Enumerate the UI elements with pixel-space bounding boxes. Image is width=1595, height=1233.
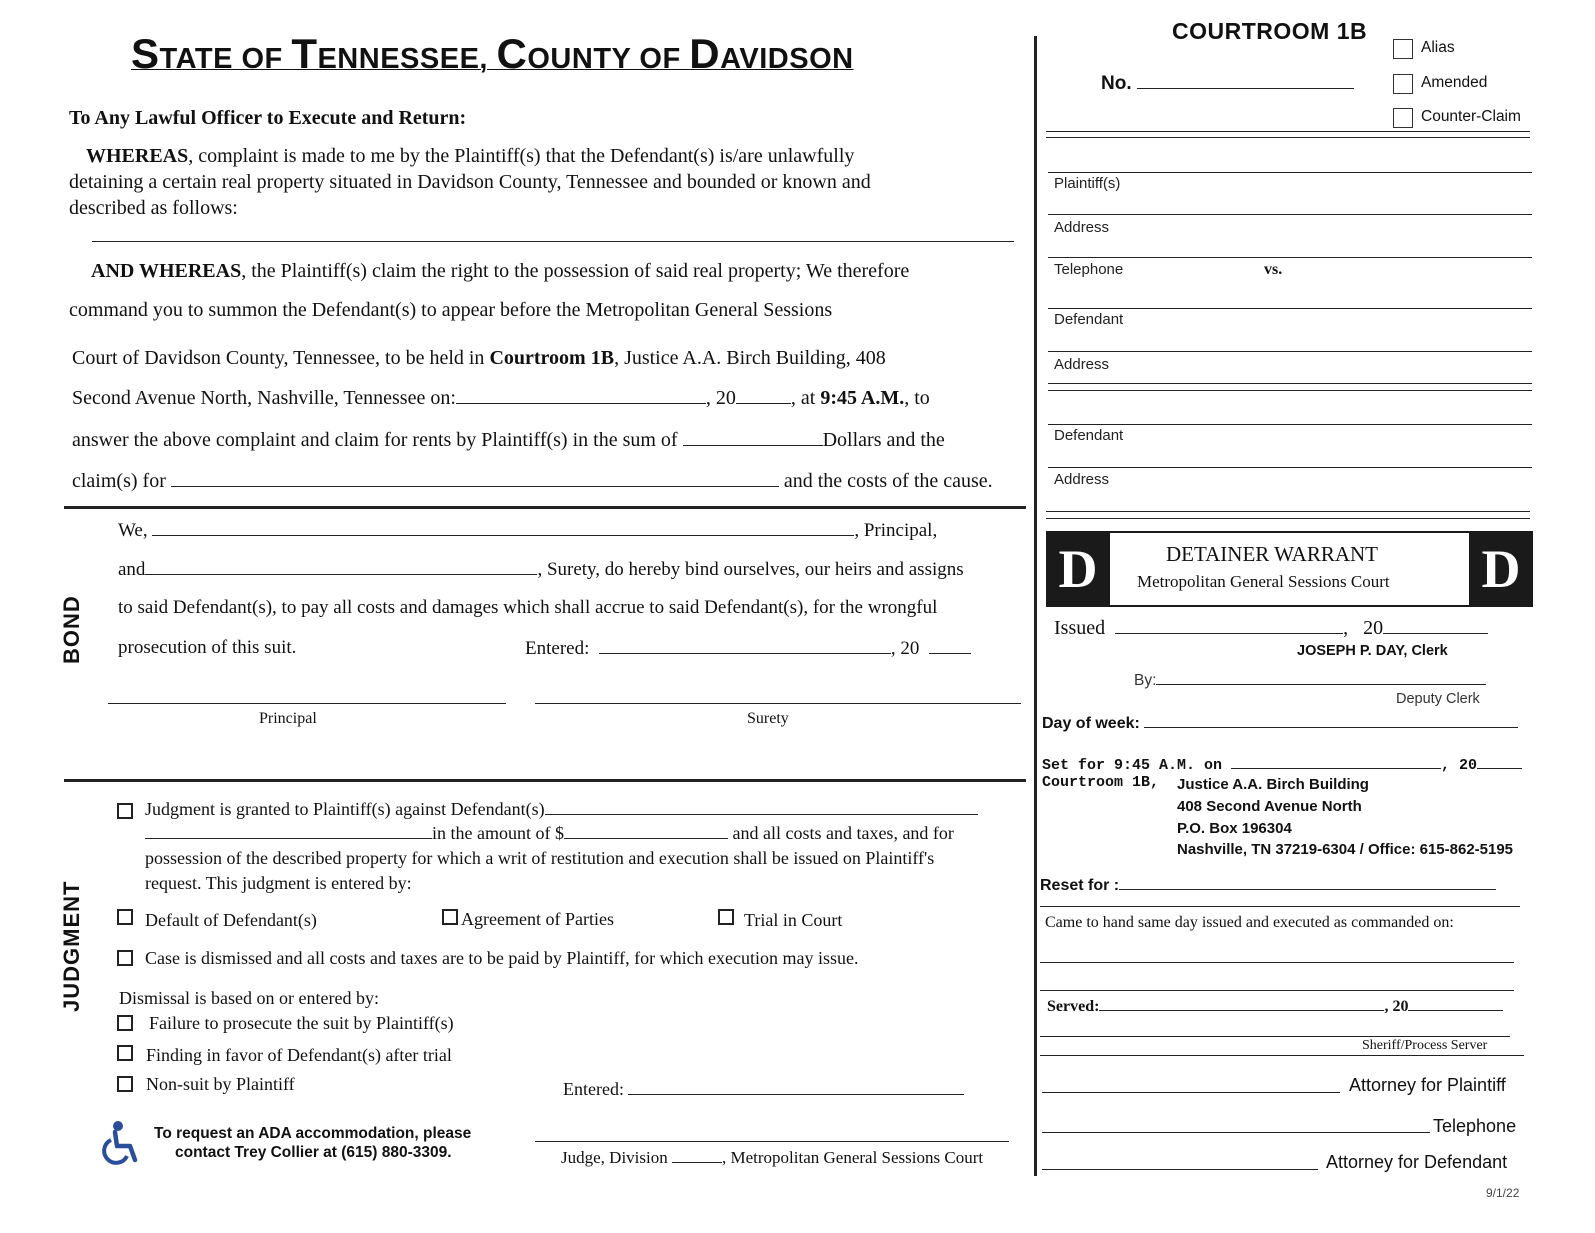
title-text: ENNESSEE, [317, 43, 497, 75]
and-whereas-text: , the Plaintiff(s) claim the right to the possession of said real property; We therefore [241, 260, 910, 282]
day-of-week-field[interactable] [1144, 713, 1518, 728]
at-text: , at [790, 387, 821, 409]
year-prefix: , 20 [705, 387, 736, 409]
set-for-label: Set for 9:45 A.M. on [1042, 757, 1223, 774]
dollars-text: Dollars and the [822, 429, 945, 451]
whereas-line-3: described as follows: [69, 197, 238, 219]
and-whereas-line [91, 260, 909, 283]
court-name-text: , Metropolitan General Sessions Court [721, 1148, 984, 1167]
answer-text: answer the above complaint and claim for rents by Plaintiff(s) in the sum of [72, 429, 683, 451]
bond-principal-text: , Principal, [854, 520, 938, 541]
bond-entered [525, 638, 971, 660]
to-officer: To Any Lawful Officer to Execute and Return: [69, 107, 467, 129]
agreement-label: Agreement of Parties [461, 909, 614, 929]
defendant-2-address-line[interactable] [1048, 467, 1532, 468]
form-version: 9/1/22 [1486, 1186, 1520, 1200]
plaintiff-address-label: Address [1054, 219, 1110, 236]
counter-claim-checkbox[interactable] [1393, 108, 1413, 128]
title-initial: S [131, 30, 160, 77]
day-of-week-line [1042, 713, 1518, 733]
court-text: Court of Davidson County, Tennessee, to be held in [72, 347, 490, 369]
title-text: OUNTY OF [527, 43, 690, 75]
issued-year-field[interactable] [1383, 619, 1488, 634]
came-to-hand-line[interactable] [1040, 962, 1514, 963]
bond-section-label: BOND [59, 595, 84, 664]
defendant-1-address-line[interactable] [1048, 351, 1532, 352]
came-to-hand-rule [1040, 990, 1514, 991]
whereas-line-2: detaining a certain real property situated in Davidson County, Tennessee and bounded or known and [69, 171, 871, 193]
served-year-field[interactable] [1408, 996, 1503, 1011]
right-rule [1046, 137, 1530, 138]
judgment-request-line: request. This judgment is entered by: [145, 873, 412, 893]
trial-label: Trial in Court [744, 910, 843, 930]
telephone-2-line[interactable] [1042, 1132, 1430, 1133]
set-for-date-field[interactable] [1231, 754, 1441, 769]
judgment-entered-date-field[interactable] [628, 1080, 964, 1095]
judgment-top-rule [64, 779, 1026, 782]
case-number [1101, 73, 1354, 95]
bond-year-prefix: , 20 [890, 638, 920, 659]
d-badge-right: D [1469, 533, 1533, 605]
issued-year-prefix: 20 [1363, 617, 1384, 639]
dismissed-label: Case is dismissed and all costs and taxes are to be paid by Plaintiff, for which execution may issue. [145, 948, 859, 968]
claim-line [72, 470, 993, 493]
address-line-4: Nashville, TN 37219-6304 / Office: 615-862-5195 [1177, 841, 1514, 858]
principal-signature-label: Principal [259, 710, 317, 727]
set-for-year-field[interactable] [1477, 754, 1522, 769]
hearing-time: 9:45 A.M. [820, 387, 905, 409]
title-initial: T [291, 30, 318, 77]
principal-signature-line[interactable] [108, 703, 506, 704]
answer-line [72, 429, 945, 452]
judge-division-line [561, 1148, 983, 1168]
served-label: Served: [1047, 998, 1100, 1015]
came-to-hand-label: Came to hand same day issued and executed as commanded on: [1045, 914, 1454, 931]
agreement-checkbox[interactable] [442, 909, 458, 925]
right-rule [1040, 1055, 1524, 1056]
courtroom-header: COURTROOM 1B [1172, 18, 1368, 44]
issued-line [1054, 617, 1488, 640]
set-for-year-prefix: , 20 [1441, 757, 1478, 774]
nonsuit-label: Non-suit by Plaintiff [146, 1074, 295, 1094]
detainer-subtitle: Metropolitan General Sessions Court [1137, 572, 1390, 591]
case-number-label: No. [1101, 73, 1132, 94]
judgment-amount-field[interactable] [564, 824, 728, 839]
title-text: AVIDSON [720, 43, 854, 75]
second-ave-text: Second Avenue North, Nashville, Tennessee on: [72, 387, 456, 409]
by-line [1134, 670, 1486, 690]
defendant-1-address-line-2[interactable] [1048, 383, 1532, 384]
defendant-2-label: Defendant [1054, 427, 1124, 444]
telephone-label: Telephone [1054, 261, 1124, 278]
plaintiffs-label: Plaintiff(s) [1054, 175, 1121, 192]
default-checkbox[interactable] [117, 909, 133, 925]
dismissal-based-label: Dismissal is based on or entered by: [119, 988, 379, 1008]
defendant-1-line[interactable] [1048, 308, 1532, 309]
sheriff-label: Sheriff/Process Server [1362, 1038, 1488, 1053]
finding-checkbox[interactable] [117, 1045, 133, 1061]
right-rule [1046, 518, 1530, 519]
bond-line-4: prosecution of this suit. [118, 637, 297, 658]
bond-line-3: to said Defendant(s), to pay all costs and damages which shall accrue to said Defendant(s), for the wrongful [118, 597, 938, 618]
plaintiff-address-line[interactable] [1048, 214, 1532, 215]
claim-for-field[interactable] [171, 472, 779, 487]
division-field[interactable] [672, 1148, 722, 1163]
attorney-defendant-line[interactable] [1042, 1169, 1318, 1170]
attorney-plaintiff-label: Attorney for Plaintiff [1349, 1075, 1506, 1095]
detainer-title: DETAINER WARRANT [1166, 542, 1378, 566]
amended-label: Amended [1421, 74, 1488, 91]
bond-year-field[interactable] [929, 639, 971, 654]
hearing-year-field[interactable] [736, 389, 791, 404]
column-divider [1034, 36, 1037, 1176]
right-rule [1046, 131, 1530, 132]
issued-label: Issued [1054, 617, 1106, 639]
whereas-text: , complaint is made to me by the Plaintiff(s) that the Defendant(s) is/are unlawfully [188, 145, 855, 167]
bond-surety-text: , Surety, do hereby bind ourselves, our heirs and assigns [537, 559, 964, 580]
default-label: Default of Defendant(s) [145, 910, 317, 930]
by-label: By: [1134, 672, 1157, 689]
judge-division-text: Judge, Division [561, 1148, 672, 1167]
served-date-field[interactable] [1099, 996, 1384, 1011]
alias-label: Alias [1421, 39, 1455, 56]
surety-name-field[interactable] [145, 560, 537, 575]
judgment-granted-line [145, 799, 978, 820]
bond-line-2 [118, 559, 964, 581]
defendant-2-line[interactable] [1048, 424, 1532, 425]
title-initial: D [689, 30, 721, 77]
reset-for-line [1040, 875, 1496, 895]
surety-signature-label: Surety [747, 710, 789, 727]
reset-for-field[interactable] [1119, 875, 1496, 890]
defendant-2-address-label: Address [1054, 471, 1110, 488]
telephone-2-label: Telephone [1433, 1116, 1517, 1136]
case-number-field[interactable] [1137, 74, 1354, 89]
bond-we: We, [118, 520, 148, 541]
to-text: , to [904, 387, 930, 409]
failure-checkbox[interactable] [117, 1015, 133, 1031]
defendant-1-address-label: Address [1054, 356, 1110, 373]
bond-top-rule [64, 506, 1026, 509]
nonsuit-checkbox[interactable] [117, 1076, 133, 1092]
courtroom-bold: Courtroom 1B [489, 347, 615, 369]
whereas-line-1 [86, 145, 854, 168]
amount-label: in the amount of $ [432, 823, 564, 843]
court-text-2: , Justice A.A. Birch Building, 408 [614, 347, 886, 369]
issued-comma: , [1343, 617, 1349, 639]
claim-text: claim(s) for [72, 470, 171, 492]
address-line-3: P.O. Box 196304 [1177, 820, 1292, 837]
defendant-name-cont-field[interactable] [145, 824, 432, 839]
and-whereas-bold: AND WHEREAS [91, 260, 242, 282]
second-ave-line [72, 387, 930, 410]
wheelchair-icon [98, 1120, 142, 1166]
plaintiff-field-line[interactable] [1048, 172, 1532, 173]
right-rule [1040, 906, 1520, 907]
amended-checkbox[interactable] [1393, 74, 1413, 94]
ada-line-1: To request an ADA accommodation, please [154, 1125, 472, 1142]
bond-entered-label: Entered: [525, 638, 590, 659]
whereas-bold: WHEREAS [86, 145, 189, 167]
address-line-1: Justice A.A. Birch Building [1177, 776, 1369, 793]
title-initial: C [496, 30, 528, 77]
judgment-granted-checkbox[interactable] [117, 803, 133, 819]
bond-line-1 [118, 520, 937, 542]
deputy-clerk-field[interactable] [1156, 670, 1486, 685]
principal-name-field[interactable] [152, 521, 854, 536]
title-text: TATE OF [159, 43, 292, 75]
courtroom-1b-label: Courtroom 1B, [1042, 774, 1160, 791]
clerk-name: JOSEPH P. DAY, Clerk [1297, 643, 1448, 659]
set-for-line [1042, 754, 1522, 774]
against-defendant-field[interactable] [545, 800, 978, 815]
costs-text: and the costs of the cause. [778, 470, 993, 492]
attorney-plaintiff-line[interactable] [1042, 1092, 1340, 1093]
served-year-prefix: , 20 [1384, 998, 1409, 1015]
judgment-amount-line [145, 823, 954, 844]
surety-signature-line[interactable] [535, 703, 1021, 704]
judge-signature-line[interactable] [535, 1141, 1009, 1142]
plaintiff-telephone-line[interactable] [1048, 257, 1532, 258]
d-badge-left: D [1046, 533, 1110, 605]
failure-label: Failure to prosecute the suit by Plaintiff(s) [149, 1013, 454, 1033]
page-title [131, 30, 854, 78]
issued-date-field[interactable] [1115, 619, 1343, 634]
judgment-granted-text: Judgment is granted to Plaintiff(s) against Defendant(s) [145, 799, 545, 819]
day-of-week-label: Day of week: [1042, 715, 1140, 732]
defendant-2-top-line [1048, 390, 1532, 391]
rent-amount-field[interactable] [683, 431, 823, 446]
dismissed-checkbox[interactable] [117, 950, 133, 966]
attorney-defendant-label: Attorney for Defendant [1326, 1152, 1508, 1172]
bond-entered-date-field[interactable] [599, 639, 891, 654]
hearing-date-field[interactable] [456, 389, 706, 404]
judgment-possession-line: possession of the described property for which a writ of restitution and execution shall be issued on Plaintiff's [145, 848, 935, 868]
costs-taxes-text: and all costs and taxes, and for [727, 823, 954, 843]
vs-label: vs. [1264, 261, 1283, 278]
finding-label: Finding in favor of Defendant(s) after trial [146, 1045, 452, 1065]
defendant-1-label: Defendant [1054, 311, 1124, 328]
bond-and: and [118, 559, 146, 580]
judgment-entered-label: Entered: [563, 1079, 624, 1099]
right-rule [1046, 511, 1530, 512]
court-line [72, 347, 886, 370]
property-description-line[interactable] [92, 241, 1014, 242]
address-line-2: 408 Second Avenue North [1177, 798, 1362, 815]
judgment-entered [563, 1079, 964, 1100]
judgment-section-label: JUDGMENT [59, 880, 84, 1012]
alias-checkbox[interactable] [1393, 39, 1413, 59]
counter-claim-label: Counter-Claim [1421, 108, 1521, 125]
served-line [1047, 996, 1503, 1016]
command-line: command you to summon the Defendant(s) to appear before the Metropolitan General Sessions [69, 299, 833, 321]
sheriff-signature-line[interactable] [1040, 1036, 1510, 1037]
ada-line-2: contact Trey Collier at (615) 880-3309. [175, 1144, 452, 1161]
reset-for-label: Reset for : [1040, 877, 1120, 894]
deputy-clerk-label: Deputy Clerk [1396, 691, 1480, 707]
trial-checkbox[interactable] [718, 909, 734, 925]
